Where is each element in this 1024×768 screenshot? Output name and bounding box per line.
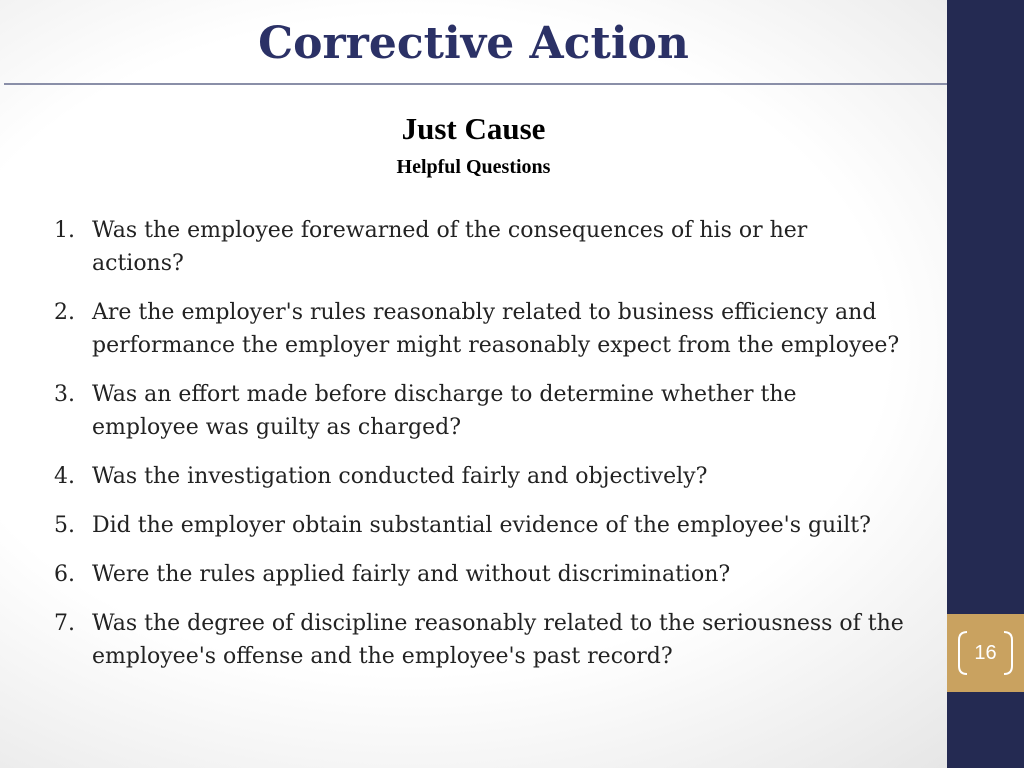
list-item bbox=[54, 460, 904, 493]
page-number-frame bbox=[957, 630, 1014, 676]
list-item-number: 2. bbox=[54, 300, 75, 325]
section-heading: Just Cause bbox=[401, 111, 546, 146]
list-item bbox=[54, 378, 904, 444]
slide-title: Corrective Action bbox=[258, 18, 689, 69]
list-item bbox=[54, 558, 904, 591]
list-item-number: 6. bbox=[54, 562, 75, 587]
list-item-number: 5. bbox=[54, 513, 75, 538]
list-item-text: Was the investigation conducted fairly and objectively? bbox=[92, 464, 708, 489]
list-item bbox=[54, 607, 904, 673]
list-item bbox=[54, 296, 904, 362]
list-item-number: 3. bbox=[54, 382, 75, 407]
page-number-box bbox=[947, 614, 1024, 692]
question-list bbox=[54, 214, 904, 689]
list-item-text: Did the employer obtain substantial evidence of the employee's guilt? bbox=[92, 513, 871, 538]
section-subheading: Helpful Questions bbox=[396, 156, 551, 178]
list-item-number: 7. bbox=[54, 611, 75, 636]
list-item-text: Was the degree of discipline reasonably related to the seriousness of the employee's offense and the employee's past record? bbox=[92, 611, 904, 669]
list-item-number: 1. bbox=[54, 218, 75, 243]
page-number: 16 bbox=[974, 642, 997, 664]
list-item-text: Were the rules applied fairly and without discrimination? bbox=[92, 562, 731, 587]
list-item-text: Was the employee forewarned of the consequences of his or her actions? bbox=[92, 218, 808, 276]
list-item bbox=[54, 214, 904, 280]
list-item-text: Are the employer's rules reasonably related to business efficiency and performance the employer might reasonably expect from the employee? bbox=[92, 300, 900, 358]
list-item-number: 4. bbox=[54, 464, 75, 489]
list-item-text: Was an effort made before discharge to determine whether the employee was guilty as charged? bbox=[92, 382, 797, 440]
title-divider bbox=[4, 83, 1024, 85]
list-item bbox=[54, 509, 904, 542]
